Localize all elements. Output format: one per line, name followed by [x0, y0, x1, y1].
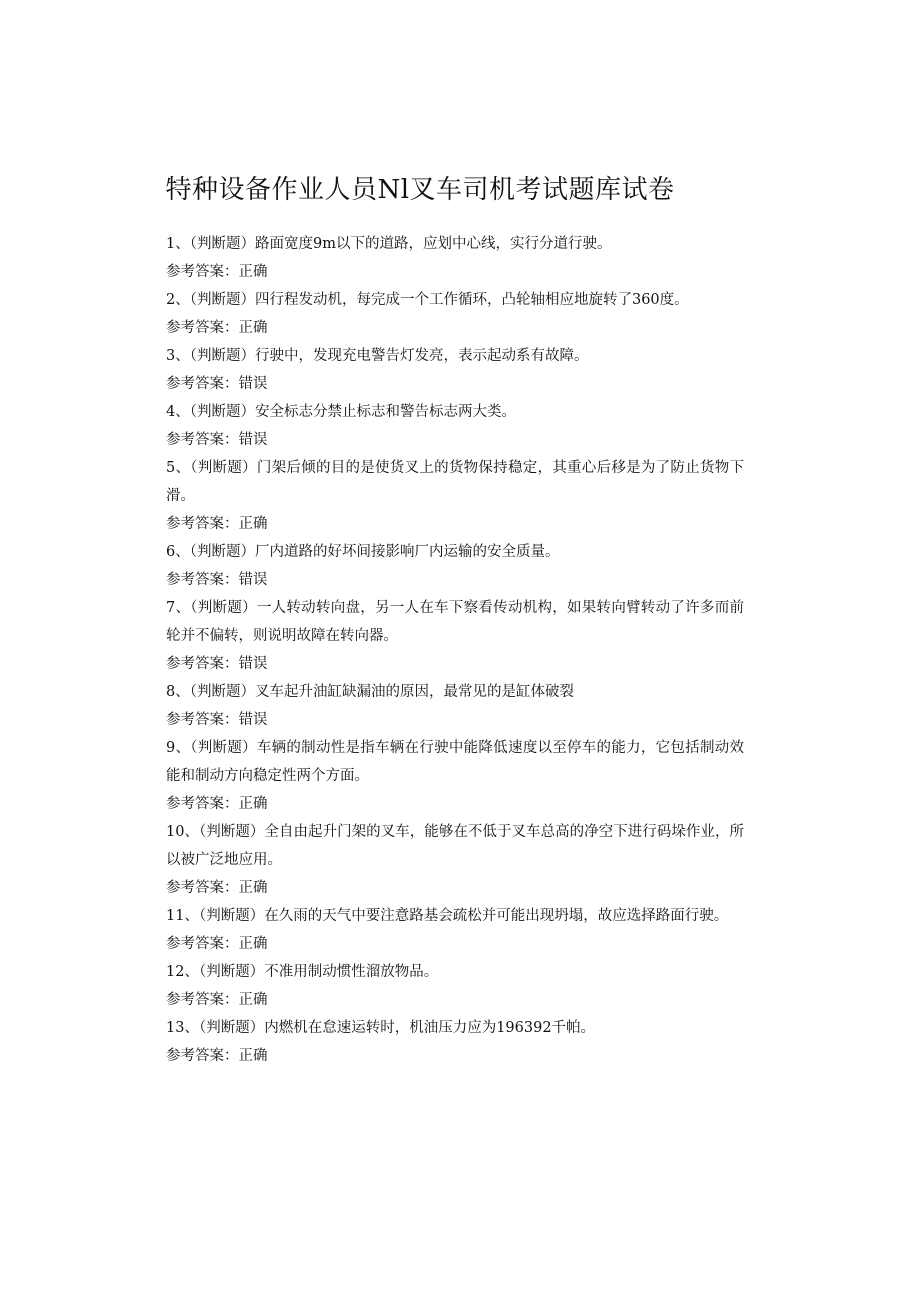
question-item	[166, 538, 744, 594]
question-text: 12、（判断题）不准用制动惯性溜放物品。	[166, 964, 439, 980]
question-text: 2、（判断题）四行程发动机，每完成一个工作循环，凸轮轴相应地旋转了360度。	[166, 292, 689, 308]
answer-text: 参考答案：错误	[166, 712, 268, 728]
question-item	[166, 342, 744, 398]
question-text: 1、（判断题）路面宽度9m以下的道路，应划中心线，实行分道行驶。	[166, 236, 612, 252]
question-item	[166, 902, 744, 958]
question-text: 5、（判断题）门架后倾的目的是使货叉上的货物保持稳定，其重心后移是为了防止货物下滑。	[166, 460, 744, 504]
answer-text: 参考答案：正确	[166, 880, 268, 896]
question-text: 10、（判断题）全自由起升门架的叉车，能够在不低于叉车总高的净空下进行码垛作业，所以被广泛地应用。	[166, 824, 744, 868]
question-item	[166, 230, 744, 286]
question-text: 6、（判断题）厂内道路的好坏间接影响厂内运输的安全质量。	[166, 544, 560, 560]
question-item	[166, 398, 744, 454]
question-item	[166, 958, 744, 1014]
question-item	[166, 454, 744, 538]
answer-text: 参考答案：正确	[166, 796, 268, 812]
answer-text: 参考答案：正确	[166, 264, 268, 280]
question-text: 11、（判断题）在久雨的天气中要注意路基会疏松并可能出现坍塌，故应选择路面行驶。	[166, 908, 729, 924]
question-item	[166, 594, 744, 678]
answer-text: 参考答案：正确	[166, 992, 268, 1008]
question-item	[166, 1014, 744, 1070]
question-text: 3、（判断题）行驶中，发现充电警告灯发亮，表示起动系有故障。	[166, 348, 589, 364]
answer-text: 参考答案：正确	[166, 1048, 268, 1064]
question-item	[166, 818, 744, 902]
answer-text: 参考答案：正确	[166, 320, 268, 336]
question-text: 7、（判断题）一人转动转向盘，另一人在车下察看传动机构，如果转向臂转动了许多而前轮并不偏转，则说明故障在转向器。	[166, 600, 744, 644]
question-item	[166, 734, 744, 818]
answer-text: 参考答案：错误	[166, 656, 268, 672]
document-title: 特种设备作业人员Nl叉车司机考试题库试卷	[165, 175, 675, 205]
question-text: 8、（判断题）叉车起升油缸缺漏油的原因，最常见的是缸体破裂	[166, 684, 574, 700]
answer-text: 参考答案：正确	[166, 516, 268, 532]
question-text: 13、（判断题）内燃机在怠速运转时，机油压力应为196392千帕。	[166, 1020, 596, 1036]
answer-text: 参考答案：正确	[166, 936, 268, 952]
answer-text: 参考答案：错误	[166, 376, 268, 392]
question-text: 4、（判断题）安全标志分禁止标志和警告标志两大类。	[166, 404, 516, 420]
answer-text: 参考答案：错误	[166, 432, 268, 448]
question-item	[166, 286, 744, 342]
answer-text: 参考答案：错误	[166, 572, 268, 588]
question-list	[166, 230, 744, 1070]
question-item	[166, 678, 744, 734]
question-text: 9、（判断题）车辆的制动性是指车辆在行驶中能降低速度以至停车的能力，它包括制动效能和制动方向稳定性两个方面。	[166, 740, 744, 784]
